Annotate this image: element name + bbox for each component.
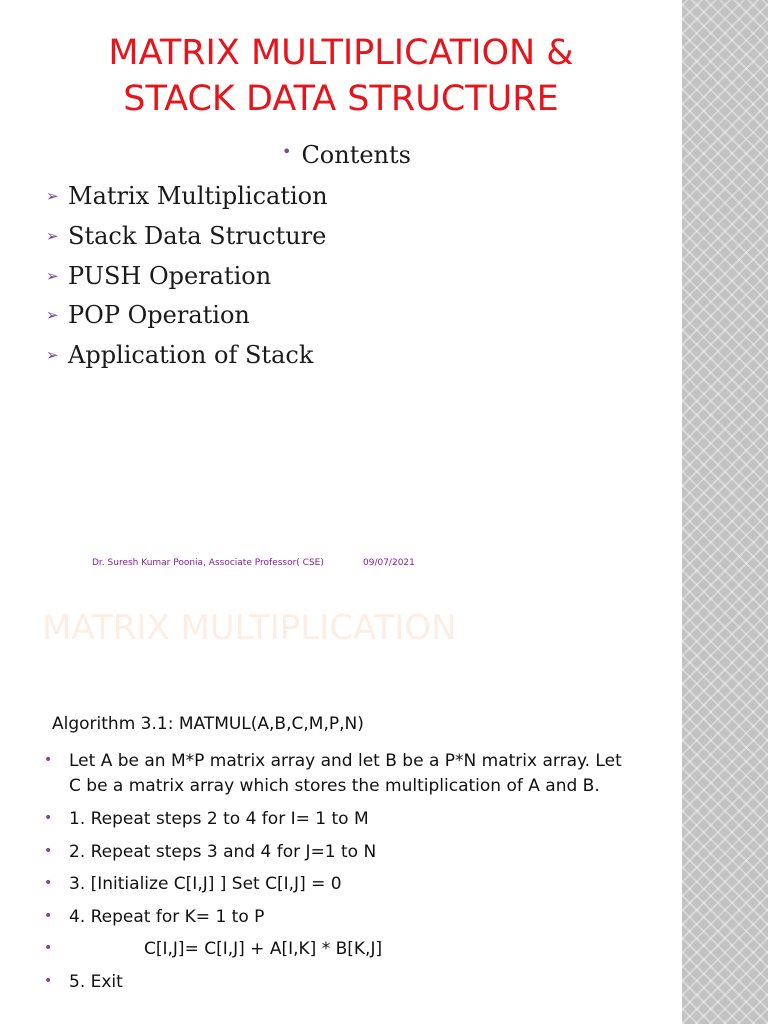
slide1-title bbox=[0, 30, 682, 122]
bullet-icon: • bbox=[44, 810, 53, 826]
list-item bbox=[40, 970, 640, 995]
list-item-label: Application of Stack bbox=[68, 341, 314, 370]
slide1-title-line1: MATRIX MULTIPLICATION & bbox=[108, 33, 574, 73]
list-item bbox=[40, 937, 640, 962]
list-item bbox=[40, 872, 640, 897]
side-pattern-strip bbox=[682, 0, 768, 1024]
list-item bbox=[46, 217, 328, 257]
bullet-icon: • bbox=[282, 142, 292, 161]
step-text: 2. Repeat steps 3 and 4 for J=1 to N bbox=[69, 841, 377, 862]
step-text: 1. Repeat steps 2 to 4 for I= 1 to M bbox=[69, 809, 369, 829]
step-text: 5. Exit bbox=[69, 971, 123, 992]
bullet-icon: • bbox=[44, 752, 53, 768]
footer-author: Dr. Suresh Kumar Poonia, Associate Professor( CSE) bbox=[92, 558, 324, 568]
arrow-bullet-icon: ➢ bbox=[46, 187, 59, 205]
list-item bbox=[46, 296, 328, 336]
algorithm-heading: Algorithm 3.1: MATMUL(A,B,C,M,P,N) bbox=[52, 714, 364, 734]
list-item bbox=[46, 257, 328, 297]
step-text: 4. Repeat for K= 1 to P bbox=[69, 906, 265, 927]
footer-date: 09/07/2021 bbox=[363, 558, 415, 568]
algorithm-steps bbox=[40, 749, 640, 1002]
bullet-icon: • bbox=[44, 842, 53, 859]
arrow-bullet-icon: ➢ bbox=[46, 306, 59, 325]
list-item bbox=[40, 749, 629, 799]
step-text: 3. [Initialize C[I,J] ] Set C[I,J] = 0 bbox=[69, 874, 342, 894]
list-item bbox=[46, 177, 328, 217]
list-item bbox=[40, 807, 640, 832]
list-item-label: PUSH Operation bbox=[68, 261, 272, 290]
bullet-icon: • bbox=[44, 940, 53, 956]
slide-footer bbox=[92, 558, 415, 568]
bullet-icon: • bbox=[44, 972, 53, 989]
contents-heading bbox=[282, 141, 411, 169]
list-item-label: POP Operation bbox=[68, 301, 250, 330]
slide2-title: MATRIX MULTIPLICATION bbox=[42, 608, 457, 648]
arrow-bullet-icon: ➢ bbox=[46, 266, 59, 285]
arrow-bullet-icon: ➢ bbox=[46, 226, 59, 245]
arrow-bullet-icon: ➢ bbox=[46, 346, 59, 365]
list-item bbox=[40, 905, 640, 930]
slide1-title-line2: STACK DATA STRUCTURE bbox=[123, 79, 559, 119]
step-text: Let A be an M*P matrix array and let B be a P*N matrix array. Let C be a matrix array which stores the multiplication of A and B. bbox=[69, 751, 622, 796]
bullet-icon: • bbox=[44, 875, 53, 891]
list-item bbox=[40, 840, 640, 865]
step-formula: C[I,J]= C[I,J] + A[I,K] * B[K,J] bbox=[144, 939, 383, 959]
list-item-label: Stack Data Structure bbox=[68, 221, 327, 250]
bullet-icon: • bbox=[44, 907, 53, 924]
list-item bbox=[46, 336, 328, 376]
contents-heading-label: Contents bbox=[301, 141, 411, 169]
list-item-label: Matrix Multiplication bbox=[68, 182, 328, 210]
contents-list bbox=[46, 177, 328, 376]
